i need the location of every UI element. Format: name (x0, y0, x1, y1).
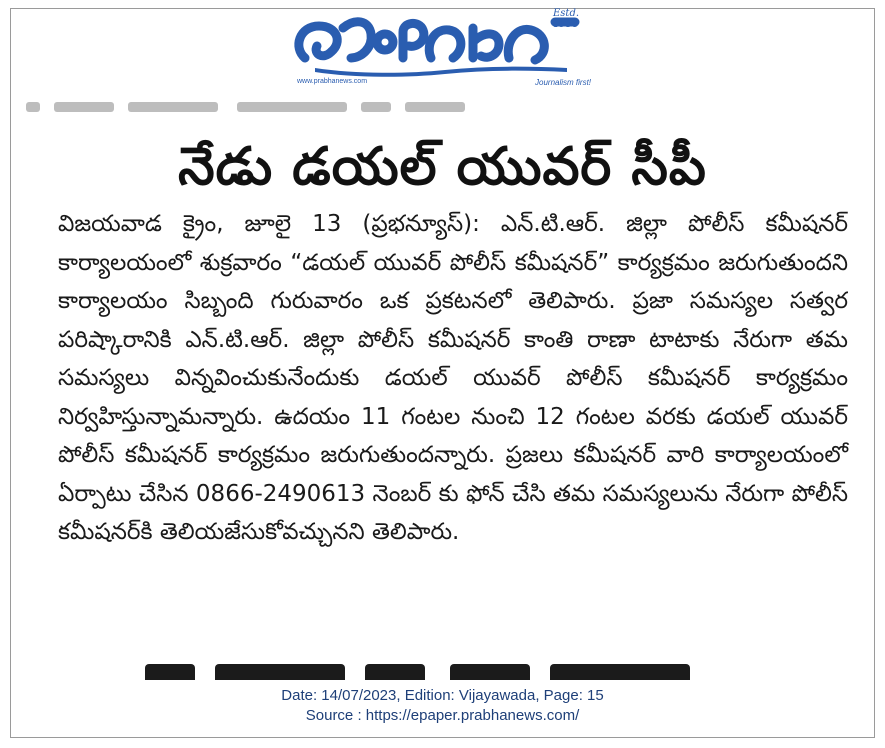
article-headline: నేడు డయల్ యువర్ సీపీ (178, 137, 707, 197)
cropped-previous-line (26, 100, 526, 114)
cropped-next-headline (145, 656, 765, 680)
caption-date-edition: Date: 14/07/2023, Edition: Vijayawada, Page: 15 (281, 687, 604, 704)
site-url: www.prabhanews.com (297, 78, 368, 85)
article-paragraph: విజయవాడ క్రైం, జూలై 13 (ప్రభన్యూస్): ఎన్.టి.ఆర్. జిల్లా పోలీస్ కమీషనర్ కార్యాలయంలో శుక్రవారం “డయల్ యువర్ పోలీస్ కమీషనర్” కార్యక్రమం జరుగుతుందని కార్యాలయం సిబ్బంది గురువారం ఒక ప్రకటనలో తెలిపారు. ప్రజా సమస్యల సత్వర పరిష్కారానికి ఎన్.టి.ఆర్. జిల్లా పోలీస్ కమీషనర్ కాంతి రాణా టాటాకు నేరుగా తమ సమస్యలు విన్నవించుకునేందుకు డయల్ యువర్ పోలీస్ కమీషనర్ కార్యక్రమం నిర్వహిస్తున్నామన్నారు. ఉదయం 11 గంటల నుంచి 12 గంటల వరకు డయల్ యువర్ పోలీస్ కమీషనర్ కార్యక్రమం జరుగుతుందన్నారు. ప్రజలు కమీషనర్ వారి కార్యాలయంలో ఏర్పాటు చేసిన 0866-2490613 నెంబర్ కు ఫోన్ చేసి తమ సమస్యలును నేరుగా పోలీస్ కమీషనర్‌కి తెలియజేసుకోవచ్చునని తెలిపారు. (58, 211, 848, 545)
masthead (285, 8, 605, 92)
clipping-caption (0, 686, 885, 726)
andhraprabha-logo (285, 8, 585, 80)
article-body (58, 205, 848, 552)
caption-source: Source : https://epaper.prabhanews.com/ (305, 707, 580, 724)
estd-label: Estd. 1938 (553, 8, 580, 30)
tagline: Journalism first! (535, 78, 592, 87)
